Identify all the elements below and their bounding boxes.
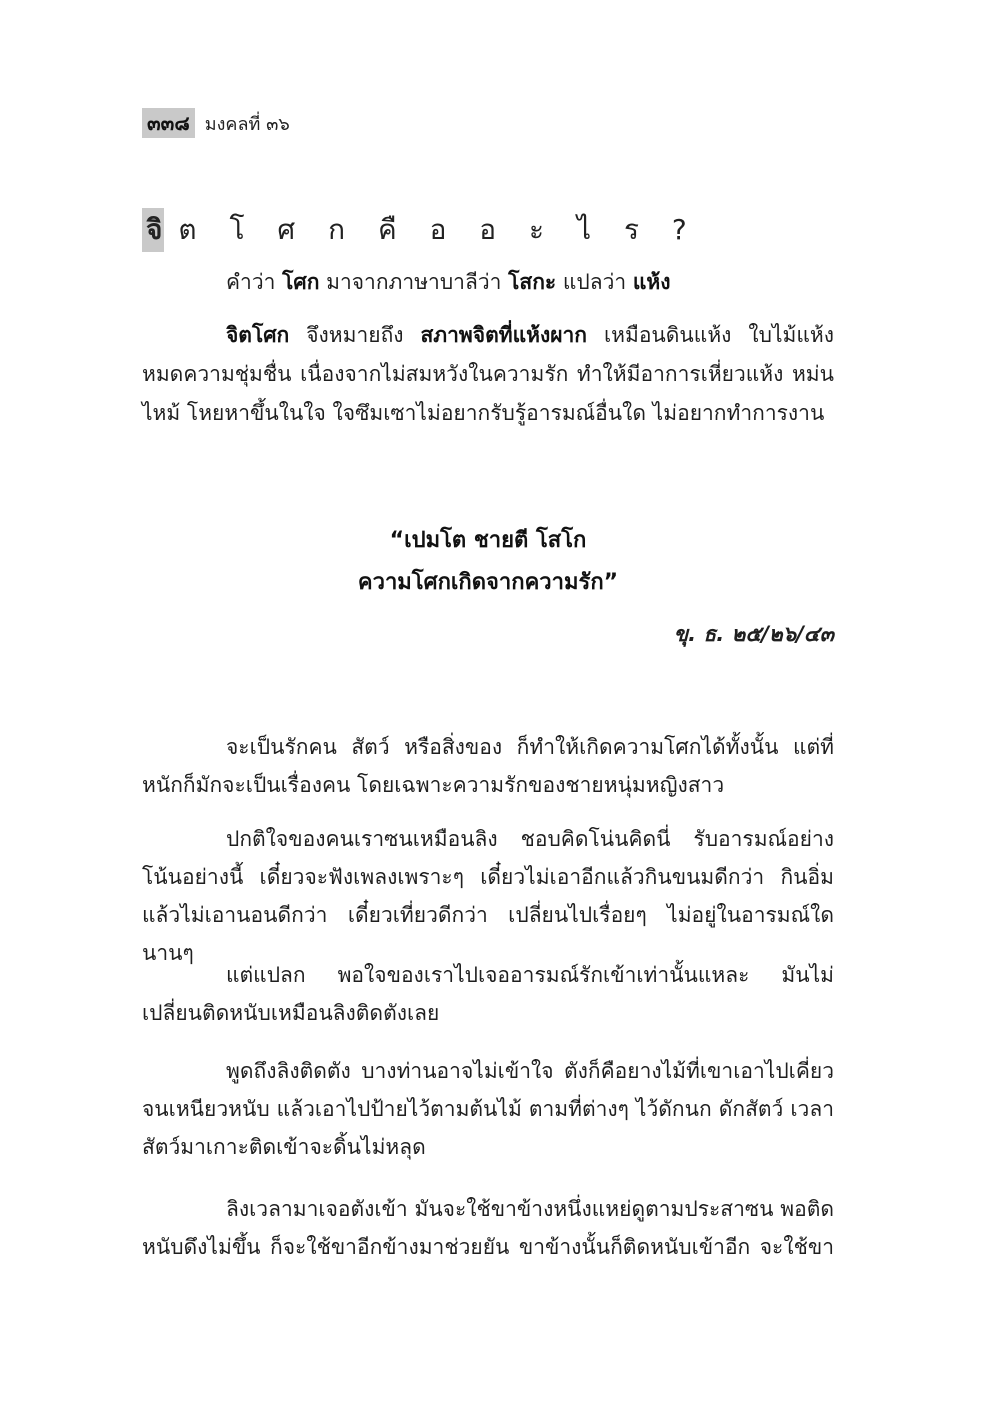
term-dry-mind: สภาพจิตที่แห้งผาก	[420, 323, 588, 347]
term-dry: แห้ง	[632, 270, 671, 294]
chapter-label: มงคลที่ ๓๖	[204, 113, 290, 135]
paragraph-5: แต่แปลก พอใจของเราไปเจออารมณ์รักเข้าเท่านั้นแหละ มันไม่เปลี่ยนติดหนับเหมือนลิงติดตังเลย	[142, 963, 834, 1025]
page-number: ๓๓๘	[142, 108, 195, 138]
section-title-first-char: จิ	[142, 208, 164, 252]
paragraph-4: ปกติใจของคนเราซนเหมือนลิง ชอบคิดโน่นคิดนี่ รับอารมณ์อย่างโน้นอย่างนี้ เดี๋ยวจะฟังเพลงเพราะๆ เดี๋ยวไม่เอาอีกแล้วกินขนมดีกว่า กินอิ่มแล้วไม่เอานอนดีกว่า เดี๋ยวเที่ยวดีกว่า เปลี่ยนไปเรื่อยๆ ไม่อยู่ในอารมณ์ใดนานๆ	[142, 827, 834, 965]
paragraph-7: ลิงเวลามาเจอตังเข้า มันจะใช้ขาข้างหนึ่งแหย่ดูตามประสาซน พอติดหนับดึงไม่ขึ้น ก็จะใช้ขาอีกข้างมาช่วยยัน ขาข้างนั้นก็ติดหนับเข้าอีก จะใช้ขา	[142, 1197, 834, 1259]
term-soka: โสกะ	[508, 270, 557, 294]
section-title-rest: ต โ ศ ก คื อ อ ะ ไ ร ?	[178, 213, 699, 246]
section-title	[142, 208, 699, 252]
term-jitsok: จิตโศก	[226, 323, 290, 347]
page-header	[142, 108, 290, 138]
paragraph-definition: คำว่า โศก มาจากภาษาบาลีว่า โสกะ แปลว่า แห้ง	[226, 270, 671, 294]
quote-line-1: “เปมโต ชายตี โสโก	[389, 528, 587, 553]
paragraph-3: จะเป็นรักคน สัตว์ หรือสิ่งของ ก็ทำให้เกิดความโศกได้ทั้งนั้น แต่ที่หนักก็มักจะเป็นเรื่องคน โดยเฉพาะความรักของชายหนุ่มหญิงสาว	[142, 735, 834, 797]
paragraph-meaning: จิตโศก จึงหมายถึง สภาพจิตที่แห้งผาก เหมือนดินแห้ง ใบไม้แห้ง หมดความชุ่มชื่น เนื่องจากไม่สมหวังในความรัก ทำให้มีอาการเหี่ยวแห้ง หม่นไหม้ โหยหาขึ้นในใจ ใจซึมเซาไม่อยากรับรู้อารมณ์อื่นใด ไม่อยากทำการงาน	[142, 323, 834, 425]
paragraph-6: พูดถึงลิงติดตัง บางท่านอาจไม่เข้าใจ ตังก็คือยางไม้ที่เขาเอาไปเคี่ยวจนเหนียวหนับ แล้วเอาไปป้ายไว้ตามต้นไม้ ตามที่ต่างๆ ไว้ดักนก ดักสัตว์ เวลาสัตว์มาเกาะติดเข้าจะดิ้นไม่หลุด	[142, 1059, 834, 1159]
quote-reference: ขุ. ธ. ๒๕/๒๖/๔๓	[673, 622, 834, 646]
pali-quote	[142, 520, 834, 604]
term-sok: โศก	[282, 270, 320, 294]
quote-line-2: ความโศกเกิดจากความรัก”	[357, 570, 619, 595]
